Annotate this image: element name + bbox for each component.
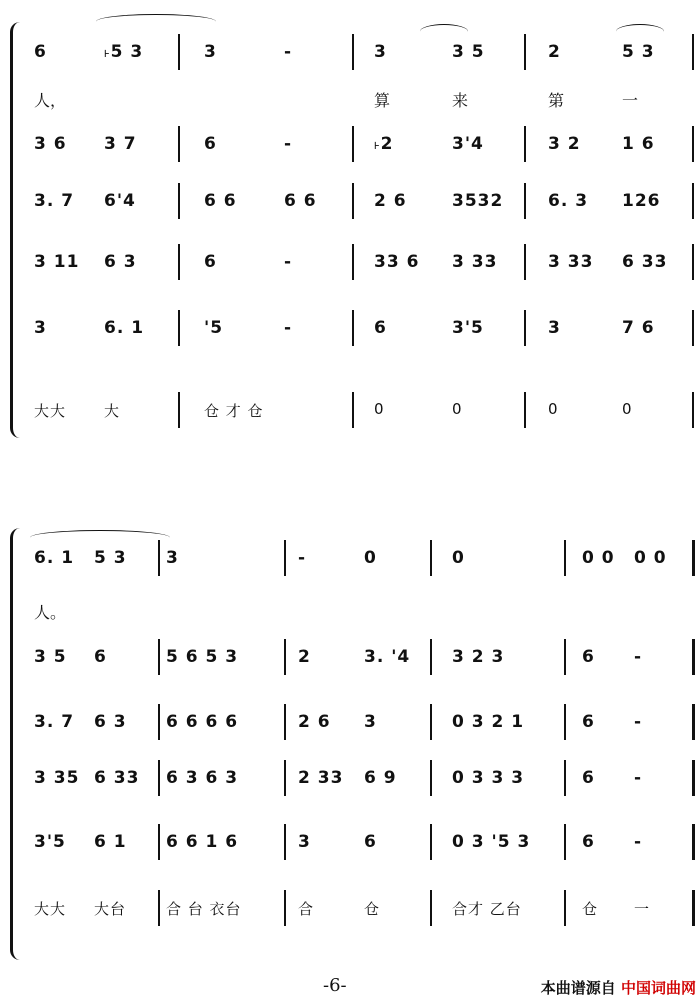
system-brace [10, 528, 21, 960]
bar-line [564, 760, 566, 796]
note-cell: 6 [582, 712, 595, 732]
note-cell: 5 3 [622, 42, 655, 62]
note-cell: 一 [634, 900, 651, 918]
note-cell: 0 [374, 400, 385, 418]
bar-line [564, 639, 566, 675]
note-cell: ˫5 3 [104, 42, 144, 62]
staff-row-r12 [0, 748, 700, 808]
staff-row-r5 [0, 232, 700, 292]
bar-line [692, 760, 695, 796]
note-cell: 2 6 [298, 712, 331, 732]
bar-line [692, 126, 694, 162]
note-cell: 一 [622, 91, 639, 110]
staff-row-r4 [0, 171, 700, 231]
bar-line [564, 704, 566, 740]
bar-line [692, 890, 695, 926]
note-cell: 0 [548, 400, 559, 418]
note-cell: - [298, 548, 307, 568]
note-cell: 3 [298, 832, 311, 852]
note-cell: 6 [94, 647, 107, 667]
bar-line [692, 392, 694, 428]
note-cell: 6 [364, 832, 377, 852]
bar-line [158, 639, 160, 675]
note-cell: 3 2 3 [452, 647, 505, 667]
note-cell: - [634, 647, 643, 667]
note-cell: 人， [34, 91, 67, 110]
note-cell: '5 [204, 318, 224, 338]
note-cell: 3. 7 [34, 712, 75, 732]
note-cell: 6 6 [204, 191, 237, 211]
bar-line [284, 890, 286, 926]
note-cell: 2 33 [298, 768, 344, 788]
bar-line [352, 126, 354, 162]
note-cell: 5 6 5 3 [166, 647, 239, 667]
note-cell: 0 [452, 548, 465, 568]
note-cell: 6 [374, 318, 387, 338]
bar-line [178, 183, 180, 219]
bar-line [524, 34, 526, 70]
note-cell: 6 6 1 6 [166, 832, 239, 852]
bar-line [524, 126, 526, 162]
note-cell: 3'5 [452, 318, 484, 338]
bar-line [352, 34, 354, 70]
note-cell: 6 3 6 3 [166, 768, 239, 788]
note-cell: 仓 才 仓 [204, 402, 264, 420]
note-cell: 来 [452, 91, 469, 110]
note-cell: 0 3 3 3 [452, 768, 525, 788]
bar-line [352, 392, 354, 428]
note-cell: 6 [204, 134, 217, 154]
bar-line [430, 824, 432, 860]
note-cell: 33 6 [374, 252, 420, 272]
staff-row-r14 [0, 878, 700, 938]
bar-line [284, 540, 286, 576]
note-cell: 0 [364, 548, 377, 568]
note-cell: 6 33 [94, 768, 140, 788]
note-cell: 0 3 '5 3 [452, 832, 531, 852]
staff-row-r6 [0, 298, 700, 358]
note-cell: 3 11 [34, 252, 80, 272]
note-cell: 3 35 [34, 768, 80, 788]
bar-line [692, 183, 694, 219]
bar-line [430, 704, 432, 740]
bar-line [430, 639, 432, 675]
note-cell: 0 3 2 1 [452, 712, 525, 732]
note-cell: 3 7 [104, 134, 137, 154]
note-cell: 0 [452, 400, 463, 418]
note-cell: 合 台 衣台 [166, 900, 242, 918]
note-cell: 3 [548, 318, 561, 338]
bar-line [430, 540, 432, 576]
note-cell: 3 33 [452, 252, 498, 272]
bar-line [524, 183, 526, 219]
note-cell: 合才 乙台 [452, 900, 522, 918]
bar-line [564, 540, 566, 576]
note-cell: 大大 [34, 900, 67, 918]
note-cell: 2 [548, 42, 561, 62]
bar-line [692, 639, 695, 675]
bar-line [524, 244, 526, 280]
bar-line [430, 760, 432, 796]
bar-line [178, 392, 180, 428]
note-cell: 仓 [582, 900, 599, 918]
note-cell: 0 0 [634, 548, 667, 568]
note-cell: 算 [374, 91, 391, 110]
note-cell: 3 [166, 548, 179, 568]
note-cell: 7 6 [622, 318, 655, 338]
note-cell: 5 3 [94, 548, 127, 568]
staff-row-r3 [0, 114, 700, 174]
note-cell: 6 3 [94, 712, 127, 732]
note-cell: 6 [582, 647, 595, 667]
note-cell: 3 [364, 712, 377, 732]
note-cell: 3 5 [452, 42, 485, 62]
staff-row-r13 [0, 812, 700, 872]
bar-line [564, 890, 566, 926]
note-cell: 6 [582, 832, 595, 852]
bar-line [524, 392, 526, 428]
note-cell: - [634, 832, 643, 852]
staff-row-r11 [0, 692, 700, 752]
note-cell: 3'4 [452, 134, 484, 154]
note-cell: - [284, 42, 293, 62]
note-cell: 3 5 [34, 647, 67, 667]
note-cell: 0 0 [582, 548, 615, 568]
note-cell: 6 33 [622, 252, 668, 272]
page-number: -6- [323, 975, 347, 996]
staff-row-r7 [0, 380, 700, 440]
bar-line [564, 824, 566, 860]
bar-line [692, 34, 694, 70]
bar-line [158, 540, 160, 576]
note-cell: 3 2 [548, 134, 581, 154]
note-cell: 3 [374, 42, 387, 62]
note-cell: - [284, 318, 293, 338]
note-cell: 3 [34, 318, 47, 338]
bar-line [352, 244, 354, 280]
note-cell: 6 [34, 42, 47, 62]
note-cell: 6 [204, 252, 217, 272]
note-cell: 6. 1 [34, 548, 75, 568]
slur-mark [30, 530, 170, 545]
note-cell: 大 [104, 402, 121, 420]
note-cell: 6'4 [104, 191, 136, 211]
slur-mark [96, 14, 216, 29]
note-cell: 6 6 [284, 191, 317, 211]
bar-line [430, 890, 432, 926]
note-cell: 人。 [34, 603, 67, 622]
note-cell: 3. '4 [364, 647, 411, 667]
note-cell: 3 6 [34, 134, 67, 154]
slur-mark [420, 24, 468, 39]
bar-line [524, 310, 526, 346]
staff-row-r10 [0, 627, 700, 687]
note-cell: 3 33 [548, 252, 594, 272]
slur-mark [616, 24, 664, 39]
note-cell: 3. 7 [34, 191, 75, 211]
note-cell: 6 1 [94, 832, 127, 852]
note-cell: 仓 [364, 900, 381, 918]
note-cell: 大大 [34, 402, 67, 420]
note-cell: 3 [204, 42, 217, 62]
bar-line [178, 126, 180, 162]
bar-line [352, 310, 354, 346]
bar-line [692, 540, 695, 576]
note-cell: 1 6 [622, 134, 655, 154]
system-brace [10, 22, 21, 438]
bar-line [178, 34, 180, 70]
source-watermark [541, 977, 696, 998]
note-cell: 6. 1 [104, 318, 145, 338]
bar-line [158, 704, 160, 740]
note-cell: 6. 3 [548, 191, 589, 211]
source-site: 中国词曲网 [620, 979, 696, 997]
note-cell: 126 [622, 191, 661, 211]
note-cell: ˫2 [374, 134, 394, 154]
note-cell: 6 6 6 6 [166, 712, 239, 732]
bar-line [284, 639, 286, 675]
bar-line [692, 310, 694, 346]
bar-line [178, 310, 180, 346]
note-cell: 3532 [452, 191, 504, 211]
bar-line [692, 244, 694, 280]
bar-line [692, 824, 695, 860]
note-cell: - [284, 134, 293, 154]
bar-line [158, 824, 160, 860]
note-cell: 2 [298, 647, 311, 667]
bar-line [158, 890, 160, 926]
bar-line [178, 244, 180, 280]
note-cell: 3'5 [34, 832, 66, 852]
note-cell: 第 [548, 91, 565, 110]
note-cell: 大台 [94, 900, 127, 918]
note-cell: 6 9 [364, 768, 397, 788]
bar-line [158, 760, 160, 796]
note-cell: - [284, 252, 293, 272]
note-cell: - [634, 768, 643, 788]
note-cell: 2 6 [374, 191, 407, 211]
bar-line [284, 760, 286, 796]
bar-line [284, 704, 286, 740]
note-cell: 6 3 [104, 252, 137, 272]
bar-line [692, 704, 695, 740]
bar-line [284, 824, 286, 860]
note-cell: - [634, 712, 643, 732]
bar-line [352, 183, 354, 219]
note-cell: 0 [622, 400, 633, 418]
note-cell: 合 [298, 900, 315, 918]
note-cell: 6 [582, 768, 595, 788]
source-prefix: 本曲谱源自 [540, 979, 616, 997]
